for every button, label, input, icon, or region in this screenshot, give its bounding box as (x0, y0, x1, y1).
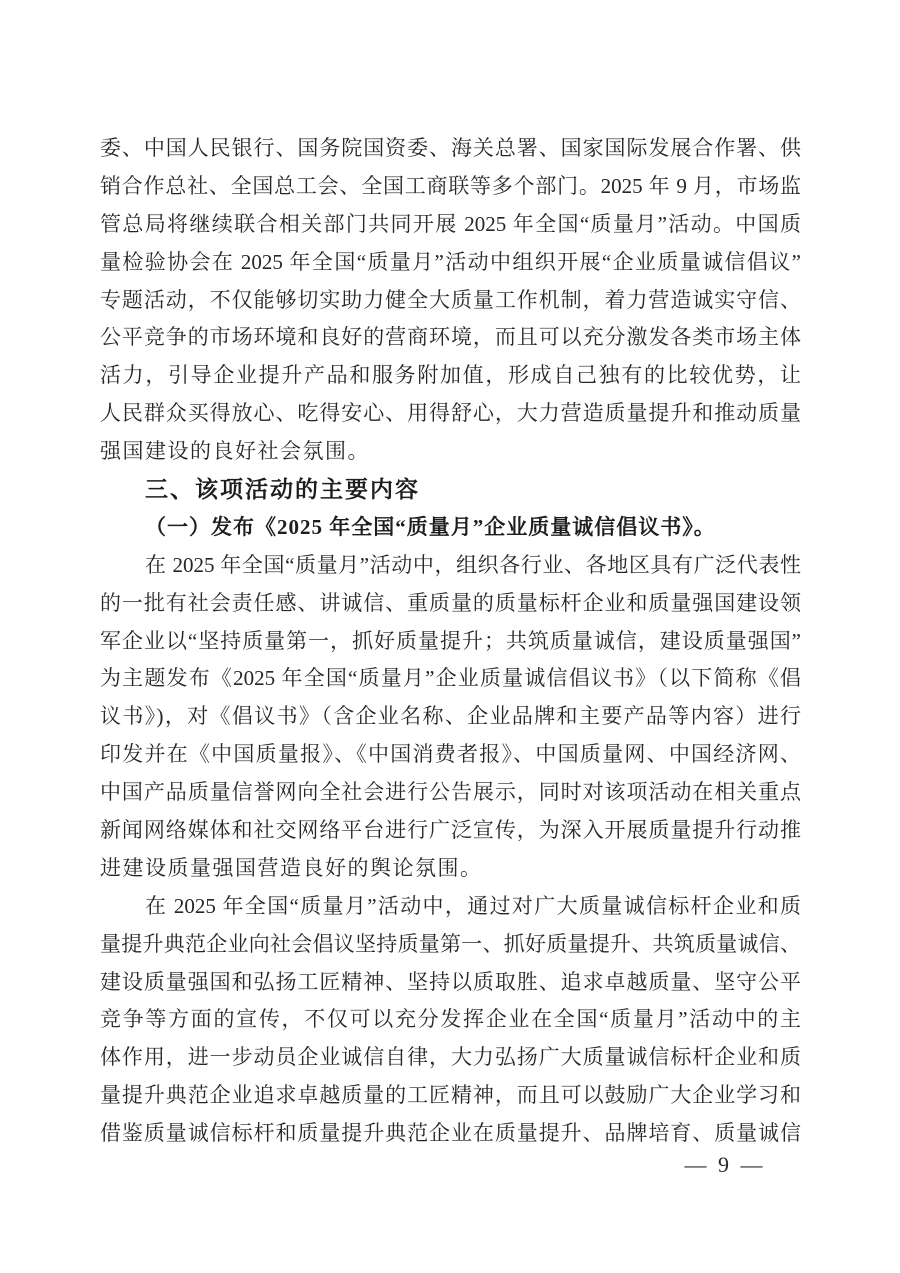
text-line: 管总局将继续联合相关部门共同开展 2025 年全国“质量月”活动。中国质 (100, 211, 801, 236)
text-line: 委、中国人民银行、国务院国资委、海关总署、国家国际发展合作署、供 (100, 136, 801, 160)
text-line: 专题活动，不仅能够切实助力健全大质量工作机制，着力营造诚实守信、 (100, 287, 801, 312)
text-line: 体作用，进一步动员企业诚信自律，大力弘扬广大质量诚信标杆企业和质 (100, 1045, 801, 1070)
text-line: 中国产品质量信誉网向全社会进行公告展示，同时对该项活动在相关重点 (100, 780, 801, 805)
paragraph-start-line: 在 2025 年全国“质量月”活动中，组织各行业、各地区具有广泛代表性 (145, 552, 801, 577)
text-line: 议书》)，对《倡议书》（含企业名称、企业品牌和主要产品等内容）进行 (100, 704, 801, 729)
text-line: 借鉴质量诚信标杆和质量提升典范企业在质量提升、品牌培育、质量诚信 (100, 1121, 801, 1146)
paragraph-end-line: 进建设质量强国营造良好的舆论氛围。 (100, 855, 483, 880)
text-line: 的一批有社会责任感、讲诚信、重质量的质量标杆企业和质量强国建设领 (100, 590, 801, 615)
text-line: 新闻网络媒体和社交网络平台进行广泛宣传，为深入开展质量提升行动推 (100, 818, 801, 843)
section-heading: 三、该项活动的主要内容 (145, 476, 420, 503)
document-text-block (100, 130, 801, 1153)
text-line: 建设质量强国和弘扬工匠精神、坚持以质取胜、追求卓越质量、坚守公平 (100, 969, 801, 994)
text-line: 量提升典范企业追求卓越质量的工匠精神，而且可以鼓励广大企业学习和 (100, 1083, 801, 1108)
text-line: 销合作总社、全国总工会、全国工商联等多个部门。2025 年 9 月，市场监 (100, 173, 801, 198)
text-line: 量提升典范企业向社会倡议坚持质量第一、抓好质量提升、共筑质量诚信、 (100, 931, 801, 956)
text-line: 量检验协会在 2025 年全国“质量月”活动中组织开展“企业质量诚信倡议” (100, 249, 801, 274)
text-line: 人民群众买得放心、吃得安心、用得舒心，大力营造质量提升和推动质量 (100, 401, 801, 426)
paragraph-start-line: 在 2025 年全国“质量月”活动中，通过对广大质量诚信标杆企业和质 (145, 893, 801, 918)
text-line: 活力，引导企业提升产品和服务附加值，形成自己独有的比较优势，让 (100, 363, 801, 388)
text-line: 公平竞争的市场环境和良好的营商环境，而且可以充分激发各类市场主体 (100, 325, 801, 350)
text-line: 印发并在《中国质量报》、《中国消费者报》、中国质量网、中国经济网、 (100, 742, 801, 767)
text-line: 军企业以“坚持质量第一，抓好质量提升；共筑质量诚信，建设质量强国” (100, 628, 801, 653)
text-line: 为主题发布《2025 年全国“质量月”企业质量诚信倡议书》（以下简称《倡 (100, 666, 801, 691)
page-number: — 9 — (684, 1152, 766, 1177)
text-line: 竞争等方面的宣传，不仅可以充分发挥企业在全国“质量月”活动中的主 (100, 1007, 801, 1032)
paragraph-end-line: 强国建设的良好社会氛围。 (100, 439, 370, 464)
subsection-heading: （一）发布《2025 年全国“质量月”企业质量诚信倡议书》。 (145, 514, 716, 539)
